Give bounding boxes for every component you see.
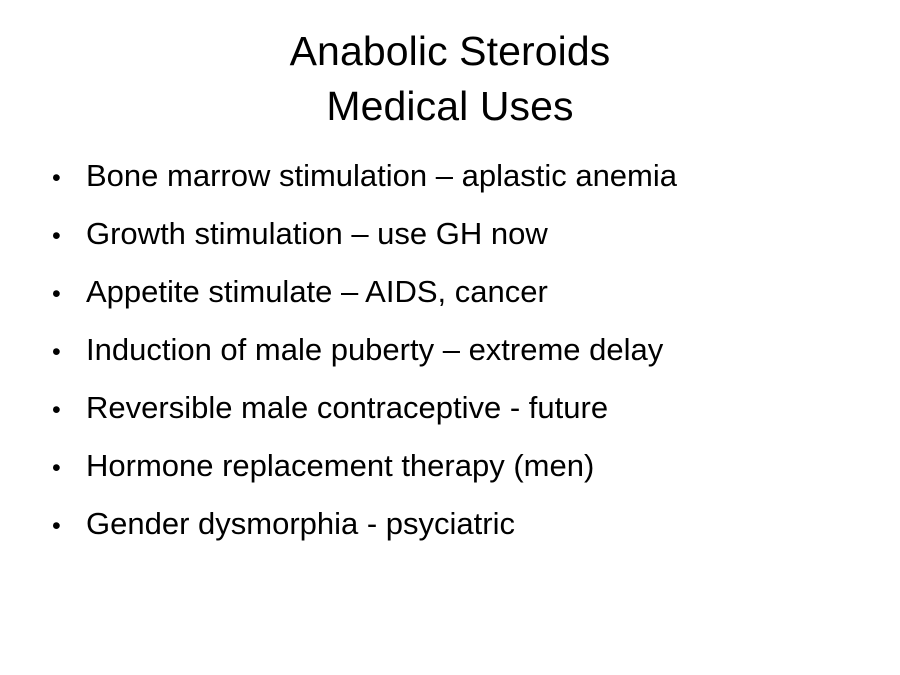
list-item (0, 389, 900, 425)
list-item-label: Bone marrow stimulation – aplastic anemia (86, 157, 677, 193)
list-item-label: Appetite stimulate – AIDS, cancer (86, 273, 548, 309)
bullet-icon: • (52, 511, 61, 540)
bullet-icon: • (52, 163, 61, 192)
page-title (0, 0, 900, 134)
list-item (0, 157, 900, 193)
bullet-icon: • (52, 221, 61, 250)
bullet-icon: • (52, 395, 61, 424)
list-item-label: Induction of male puberty – extreme delay (86, 331, 664, 367)
list-item (0, 273, 900, 309)
list-item-label: Hormone replacement therapy (men) (86, 447, 595, 483)
bullet-icon: • (52, 337, 61, 366)
bullet-icon: • (52, 453, 61, 482)
list-item (0, 447, 900, 483)
list-item (0, 505, 900, 541)
list-item (0, 215, 900, 251)
bullet-icon: • (52, 279, 61, 308)
list-item-label: Reversible male contraceptive - future (86, 389, 609, 425)
list-item (0, 331, 900, 367)
list-item-label: Growth stimulation – use GH now (86, 215, 548, 251)
title-line-1: Anabolic Steroids (289, 28, 611, 74)
title-line-2: Medical Uses (326, 82, 574, 129)
bullet-list (0, 134, 900, 539)
list-item-label: Gender dysmorphia - psyciatric (86, 505, 515, 541)
